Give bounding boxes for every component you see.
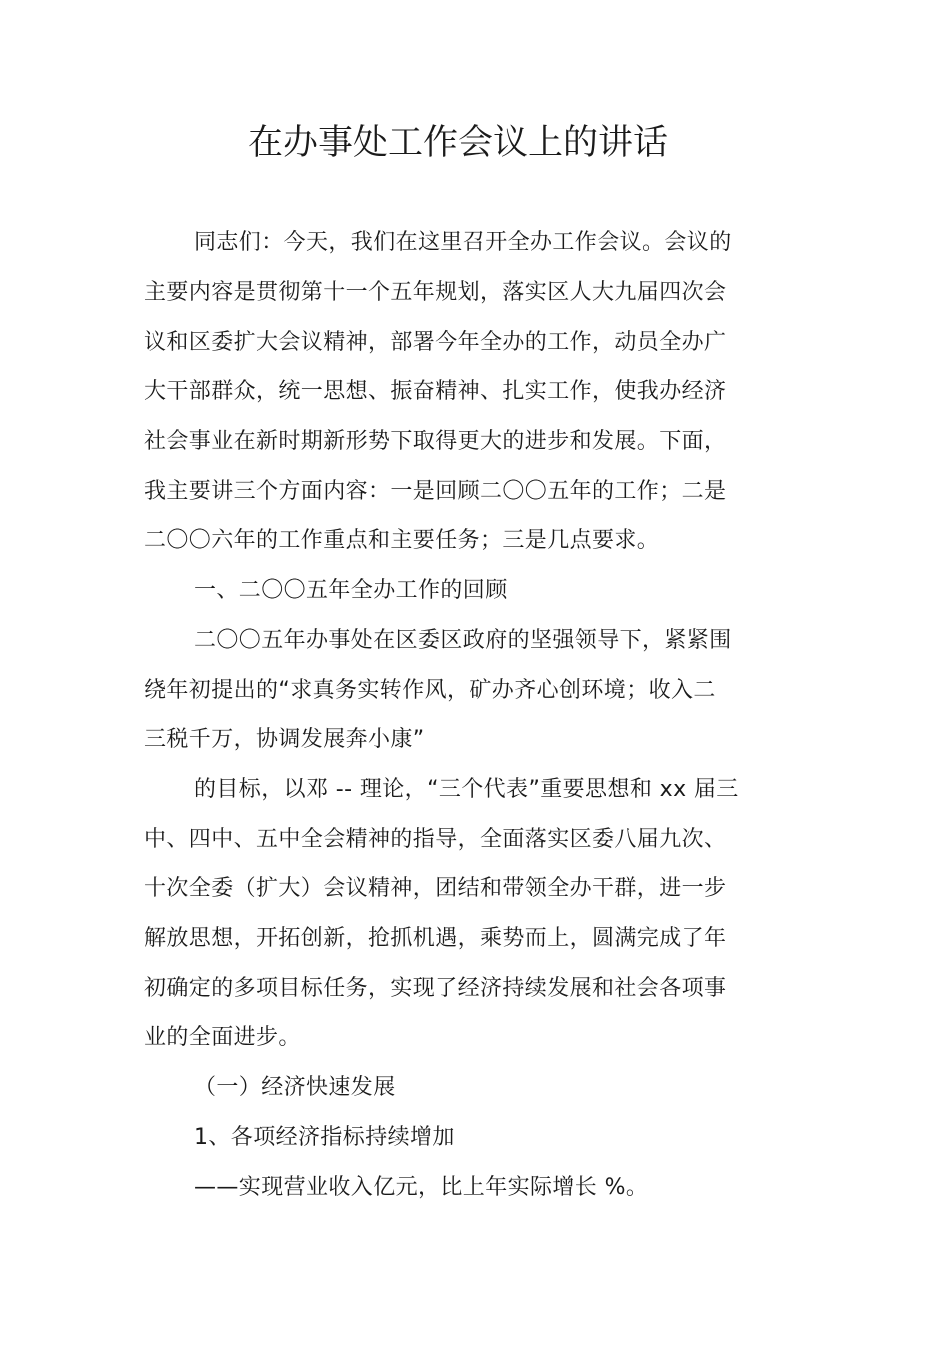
paragraph-line: 中、四中、五中全会精神的指导，全面落实区委八届九次、: [144, 827, 727, 852]
paragraph-line: 绕年初提出的“求真务实转作风，矿办齐心创环境；收入二: [144, 678, 716, 703]
paragraph-line: 十次全委（扩大）会议精神，团结和带领全办干群，进一步: [144, 876, 727, 901]
item-heading: 1、各项经济指标持续增加: [194, 1125, 455, 1150]
paragraph-line: 同志们：今天，我们在这里召开全办工作会议。会议的: [194, 230, 732, 255]
paragraph-line: 主要内容是贯彻第十一个五年规划，落实区人大九届四次会: [144, 280, 727, 305]
paragraph-line: ——实现营业收入亿元，比上年实际增长 %。: [194, 1175, 649, 1200]
document-title: 在办事处工作会议上的讲话: [247, 123, 668, 163]
paragraph-line: 初确定的多项目标任务，实现了经济持续发展和社会各项事: [144, 976, 727, 1001]
paragraph-line: 二〇〇五年办事处在区委区政府的坚强领导下，紧紧围: [194, 628, 732, 653]
paragraph-line: 解放思想，开拓创新，抢抓机遇，乘势而上，圆满完成了年: [144, 926, 727, 951]
subsection-heading: （一）经济快速发展: [194, 1075, 396, 1100]
paragraph-line: 我主要讲三个方面内容：一是回顾二〇〇五年的工作；二是: [144, 479, 727, 504]
paragraph-line: 社会事业在新时期新形势下取得更大的进步和发展。下面，: [144, 429, 727, 454]
paragraph-line: 业的全面进步。: [144, 1025, 301, 1050]
paragraph-line: 大干部群众，统一思想、振奋精神、扎实工作，使我办经济: [144, 379, 727, 404]
paragraph-line: 三税千万，协调发展奔小康”: [144, 727, 425, 752]
paragraph-line: 二〇〇六年的工作重点和主要任务；三是几点要求。: [144, 528, 660, 553]
section-heading: 一、二〇〇五年全办工作的回顾: [194, 578, 508, 603]
paragraph-line: 的目标，以邓 -- 理论，“三个代表”重要思想和 xx 届三: [194, 777, 739, 802]
paragraph-line: 议和区委扩大会议精神，部署今年全办的工作，动员全办广: [144, 330, 727, 355]
